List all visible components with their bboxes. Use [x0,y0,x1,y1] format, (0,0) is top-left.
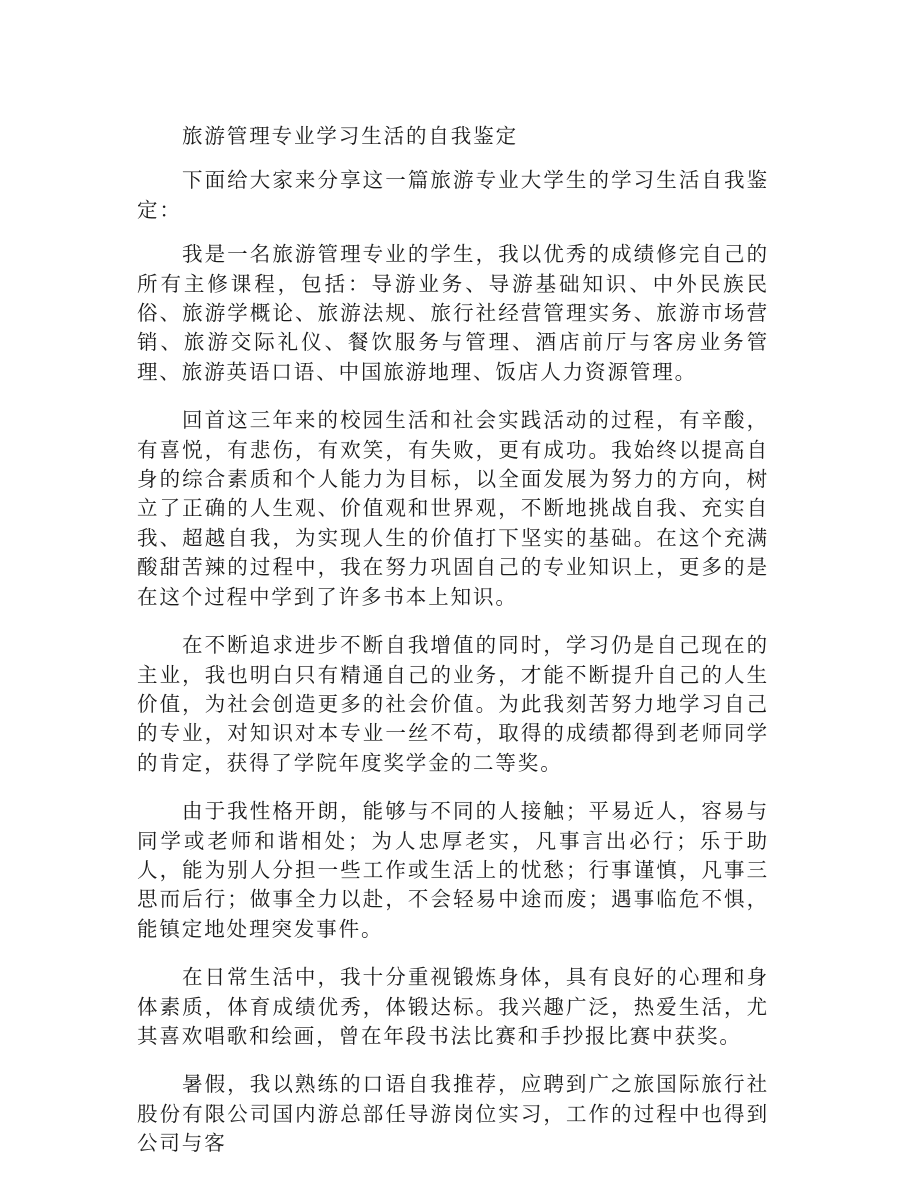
paragraph-internship: 暑假，我以熟练的口语自我推荐，应聘到广之旅国际旅行社股份有限公司国内游总部任导游岗位实习，工作的过程中也得到公司与客 [137,1072,769,1156]
paragraph-courses: 我是一名旅游管理专业的学生，我以优秀的成绩修完自己的所有主修课程，包括：导游业务、导游基础知识、中外民族民俗、旅游学概论、旅游法规、旅行社经营管理实务、旅游市场营销、旅游交际礼仪、餐饮服务与管理、酒店前厅与客房业务管理、旅游英语口语、中国旅游地理、饭店人力资源管理。 [137,242,769,384]
document-page [137,122,769,1178]
paragraph-study: 在不断追求进步不断自我增值的同时，学习仍是自己现在的主业，我也明白只有精通自己的业务，才能不断提升自己的人生价值，为社会创造更多的社会价值。为此我刻苦努力地学习自己的专业，对知识对本专业一丝不苟，取得的成绩都得到老师同学的肯定，获得了学院年度奖学金的二等奖。 [137,633,769,775]
document-title: 旅游管理专业学习生活的自我鉴定 [182,124,518,148]
paragraph-personality: 由于我性格开朗，能够与不同的人接触；平易近人，容易与同学或老师和谐相处；为人忠厚老实，凡事言出必行；乐于助人，能为别人分担一些工作或生活上的忧愁；行事谨慎，凡事三思而后行；做事全力以赴，不会轻易中途而废；遇事临危不惧，能镇定地处理突发事件。 [137,799,769,941]
intro-paragraph: 下面给大家来分享这一篇旅游专业大学生的学习生活自我鉴定： [137,168,769,222]
paragraph-daily-life: 在日常生活中，我十分重视锻炼身体，具有良好的心理和身体素质，体育成绩优秀，体锻达标。我兴趣广泛，热爱生活，尤其喜欢唱歌和绘画，曾在年段书法比赛和手抄报比赛中获奖。 [137,965,769,1048]
paragraph-campus-life: 回首这三年来的校园生活和社会实践活动的过程，有辛酸，有喜悦，有悲伤，有欢笑，有失败，更有成功。我始终以提高自身的综合素质和个人能力为目标，以全面发展为努力的方向，树立了正确的人生观、价值观和世界观，不断地挑战自我、充实自我、超越自我，为实现人生的价值打下坚实的基础。在这个充满酸甜苦辣的过程中，我在努力巩固自己的专业知识上，更多的是在这个过程中学到了许多书本上知识。 [137,408,769,609]
